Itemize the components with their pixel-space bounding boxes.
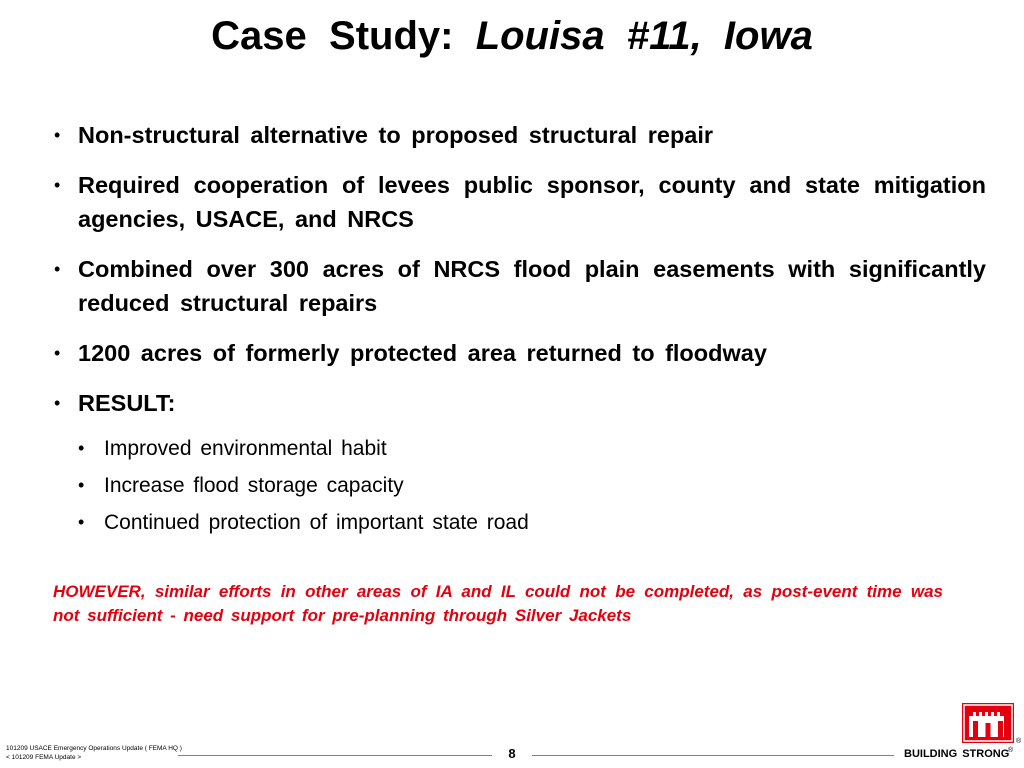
sub-bullet-item (78, 467, 986, 504)
brand-text: BUILDING STRONG (904, 748, 1010, 760)
castle-door-right (998, 721, 1003, 737)
footer-source (6, 744, 182, 762)
bullet-item (54, 168, 986, 236)
castle-door-left (973, 721, 978, 737)
bullet-item (54, 386, 986, 420)
bullet-list (54, 118, 986, 541)
bullet-dot: • (78, 438, 85, 458)
sub-bullet-text: Continued protection of important state road (104, 511, 529, 534)
sub-bullet-list (54, 430, 986, 541)
bullet-text: Combined over 300 acres of NRCS flood plain easements with significantly reduced structural repairs (78, 256, 986, 316)
bullet-dot: • (78, 475, 85, 495)
sub-bullet-text: Increase flood storage capacity (104, 474, 404, 497)
bullet-text: Non-structural alternative to proposed structural repair (78, 122, 714, 148)
bullet-text: Required cooperation of levees public sponsor, county and state mitigation agencies, USACE, and NRCS (78, 172, 986, 232)
warning-note: HOWEVER, similar efforts in other areas of IA and IL could not be completed, as post-event time was not sufficient - need support for pre-planning through Silver Jackets (53, 582, 943, 625)
bullet-item (54, 252, 986, 320)
bullet-dot: • (54, 125, 61, 145)
bullet-text: 1200 acres of formerly protected area returned to floodway (78, 340, 767, 366)
bullet-item (54, 336, 986, 370)
registered-mark: ® (1016, 738, 1022, 745)
sub-bullet-item (78, 504, 986, 541)
registered-mark: ® (1008, 747, 1014, 754)
bullet-dot: • (54, 175, 61, 195)
castle-door-center (986, 723, 991, 737)
bullet-dot: • (54, 343, 61, 363)
footer-line-2: < 101209 FEMA Update > (6, 754, 82, 761)
title-main: Case Study: (211, 14, 454, 58)
brand-slogan (904, 748, 1009, 760)
footer-line-1: 101209 USACE Emergency Operations Update ( FEMA HQ ) (6, 745, 182, 752)
bullet-dot: • (54, 393, 61, 413)
footer-rule-right (532, 755, 894, 756)
title-subtitle: Louisa #11, Iowa (475, 14, 813, 58)
bullet-text: RESULT: (78, 390, 176, 416)
slide-title (0, 14, 1024, 59)
sub-bullet-text: Improved environmental habit (104, 437, 387, 460)
bullet-item (54, 118, 986, 152)
footer-rule-left (178, 755, 492, 756)
bullet-dot: • (54, 259, 61, 279)
sub-bullet-item (78, 430, 986, 467)
bullet-dot: • (78, 512, 85, 532)
page-number: 8 (508, 746, 516, 761)
castle-logo-icon (962, 703, 1014, 743)
